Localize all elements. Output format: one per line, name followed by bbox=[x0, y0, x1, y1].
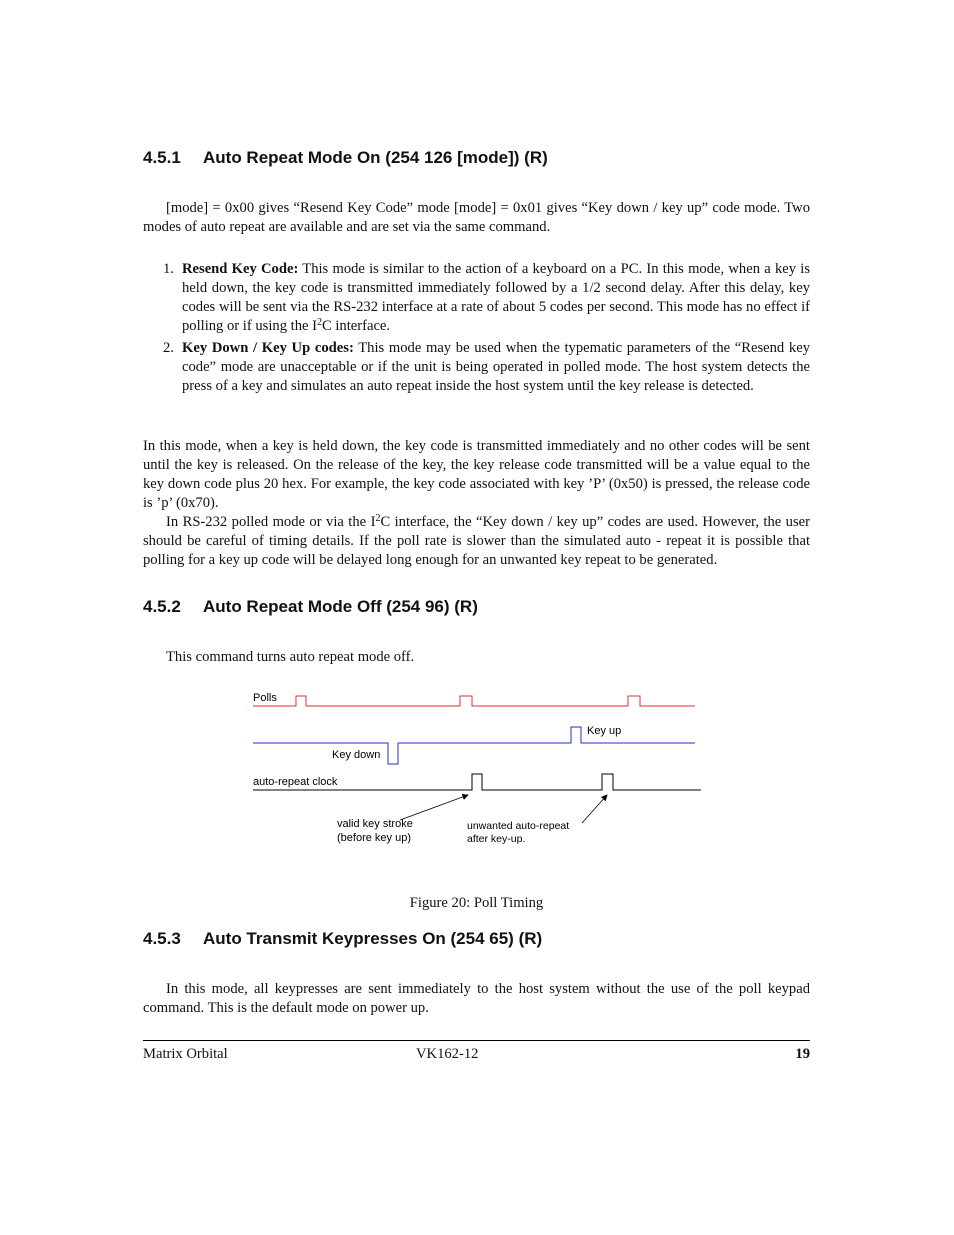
section-heading-4-5-3 bbox=[143, 929, 810, 949]
paragraph-text-end: C interface, the “Key down / key up” codes are used. However, the user should be careful of timing details. If the poll rate is slower than the simulated auto - repeat it is possible that polling for a key up code will be delayed long enough for an unwanted key repeat to be generated. bbox=[143, 514, 810, 568]
footer-rule bbox=[143, 1040, 810, 1041]
footer-page-number: 19 bbox=[795, 1046, 810, 1062]
poll-timing-figure bbox=[250, 685, 705, 850]
polls-label: Polls bbox=[253, 692, 277, 704]
list-item-term: Key Down / Key Up codes: bbox=[182, 340, 354, 356]
key-down-label: Key down bbox=[332, 749, 381, 761]
list-marker: 2. bbox=[163, 340, 174, 356]
section-number: 4.5.3 bbox=[143, 929, 181, 948]
polls-signal-line bbox=[253, 696, 695, 706]
section-title: Auto Repeat Mode Off (254 96) (R) bbox=[203, 597, 478, 616]
unwanted-repeat-arrow bbox=[582, 795, 607, 823]
unwanted-repeat-label: unwanted auto-repeat bbox=[467, 820, 570, 832]
section-number: 4.5.2 bbox=[143, 597, 181, 616]
paragraph-mode-intro: [mode] = 0x00 gives “Resend Key Code” mode [mode] = 0x01 gives “Key down / key up” code mode. Two modes of auto repeat are available and are set via the same command. bbox=[143, 200, 810, 235]
footer-model: VK162-12 bbox=[416, 1046, 479, 1062]
auto-repeat-mode-list bbox=[143, 260, 810, 399]
section-title: Auto Transmit Keypresses On (254 65) (R) bbox=[203, 929, 543, 948]
section-heading-4-5-1 bbox=[143, 148, 810, 168]
list-item-text: This mode may be used when the typematic parameters of the “Resend key code” mode are unacceptable or if the unit is being operated in polled mode. The host system detects the press of a key and simulates an auto repeat inside the host system until the key release is detected. bbox=[182, 340, 810, 394]
clock-label: auto-repeat clock bbox=[253, 776, 338, 788]
valid-stroke-label: valid key stroke bbox=[337, 818, 413, 830]
paragraph-auto-transmit: In this mode, all keypresses are sent immediately to the host system without the use of the poll keypad command. This is the default mode on power up. bbox=[143, 981, 810, 1016]
superscript: 2 bbox=[316, 317, 322, 328]
figure-caption: Figure 20: Poll Timing bbox=[409, 894, 544, 911]
poll-timing-diagram bbox=[250, 685, 705, 850]
key-signal-line bbox=[253, 727, 695, 764]
list-item bbox=[143, 260, 810, 336]
list-item-text-end: C interface. bbox=[321, 318, 391, 334]
section-number: 4.5.1 bbox=[143, 148, 181, 167]
valid-stroke-label-2: (before key up) bbox=[337, 832, 411, 844]
list-marker: 1. bbox=[163, 261, 174, 277]
key-up-label: Key up bbox=[587, 725, 622, 737]
paragraph-polled-mode bbox=[143, 513, 810, 570]
list-item bbox=[143, 339, 810, 396]
list-item-term: Resend Key Code: bbox=[182, 261, 299, 277]
superscript: 2 bbox=[375, 513, 381, 524]
list-item-text: This mode is similar to the action of a keyboard on a PC. In this mode, when a key is held down, the key code is transmitted immediately followed by a 1/2 second delay. After this delay, key codes will be sent via the RS-232 interface at a rate of about 5 codes per second. This mode has no effect if polling or if using the I bbox=[182, 261, 811, 334]
paragraph-text: In RS-232 polled mode or via the I bbox=[166, 514, 376, 530]
paragraph-off-command: This command turns auto repeat mode off. bbox=[166, 649, 415, 665]
section-heading-4-5-2 bbox=[143, 597, 810, 617]
paragraph-key-release: In this mode, when a key is held down, the key code is transmitted immediately and no other codes will be sent until the key is released. On the release of the key, the key release code transmitted will be a value equal to the key down code plus 20 hex. For example, the key code associated with key ’P’ (0x50) is pressed, the release code is ’p’ (0x70). bbox=[143, 438, 810, 511]
footer-company: Matrix Orbital bbox=[143, 1046, 228, 1062]
unwanted-repeat-label-2: after key-up. bbox=[467, 833, 526, 845]
valid-stroke-arrow bbox=[400, 795, 468, 820]
section-title: Auto Repeat Mode On (254 126 [mode]) (R) bbox=[203, 148, 548, 167]
